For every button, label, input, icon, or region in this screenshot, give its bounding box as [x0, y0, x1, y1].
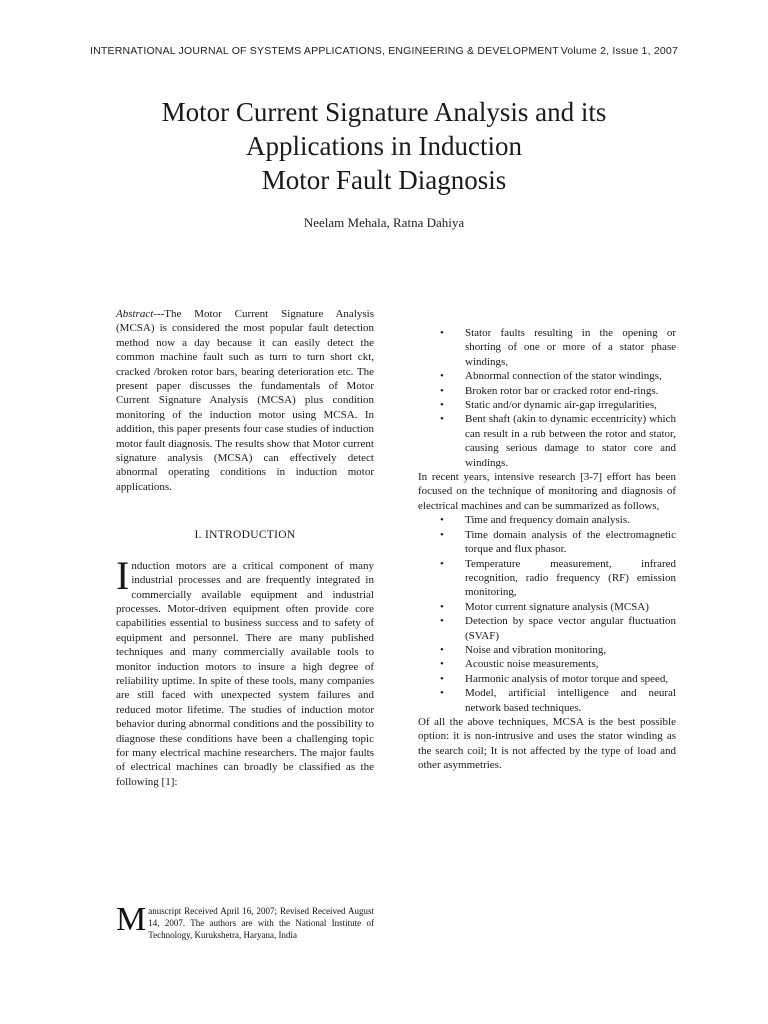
author-list: Neelam Mehala, Ratna Dahiya: [303, 215, 465, 230]
list-item: • Harmonic analysis of motor torque and speed,: [418, 672, 676, 686]
paper-title: [0, 95, 768, 197]
introduction-text: nduction motors are a critical component of many industrial processes and are frequently integrated in commercially available equipment and industrial processes. Motor-driven equipment often provide core capabilities essential to business success and to safety of equipment and personnel. There are many published techniques and many commercially available tools to monitor induction motors to insure a high degree of reliability uptime. In spite of these tools, many companies are still faced with unexpected system failures and reduced motor lifetime. The studies of induction motor behavior during abnormal conditions and the possibility to diagnose these conditions have been a challenging topic for many electrical machine researchers. The major faults of electrical machines can broadly be classified as the following [1]:: [116, 559, 374, 788]
list-item: • Temperature measurement, infrared recognition, radio frequency (RF) emission monitoring,: [418, 557, 676, 600]
abstract-text: ---The Motor Current Signature Analysis (MCSA) is considered the most popular fault detection method now a day because it can easily detect the common machine fault such as turn to turn short ckt, cracked /broken rotor bars, bearing deterioration etc. The present paper discusses the fundamentals of Motor Current Signature Analysis (MCSA) plus condition monitoring of the induction motor using MCSA. In addition, this paper presents four case studies of induction motor fault diagnosis. The results show that Motor current signature analysis (MCSA) can effectively detect abnormal operating conditions in induction motor applications.: [116, 308, 374, 493]
list-item: • Detection by space vector angular fluctuation (SVAF): [418, 614, 676, 643]
list-item: • Stator faults resulting in the opening or shorting of one or more of a stator phase windings,: [418, 326, 676, 369]
list-item: • Acoustic noise measurements,: [418, 657, 676, 671]
list-item: • Time and frequency domain analysis.: [418, 513, 676, 527]
list-item: • Model, artificial intelligence and neural network based techniques.: [418, 686, 676, 715]
footnote-text: anuscript Received April 16, 2007; Revised Received August 14, 2007. The authors are with the National Institute of Technology, Kurukshetra, Haryana, India: [148, 906, 374, 940]
conclusion-paragraph: Of all the above techniques, MCSA is the best possible option: it is non-intrusive and uses the stator winding as the search coil; It is not affected by the type of load and other asymmetries.: [418, 715, 676, 772]
list-item: • Motor current signature analysis (MCSA): [418, 600, 676, 614]
introduction-paragraph: [116, 552, 374, 790]
list-item: • Bent shaft (akin to dynamic eccentricity) which can result in a rub between the rotor and stator, causing serious damage to stator core and windings.: [418, 412, 676, 470]
journal-name: INTERNATIONAL JOURNAL OF SYSTEMS APPLICATIONS, ENGINEERING & DEVELOPMENT: [90, 45, 559, 57]
research-paragraph: In recent years, intensive research [3-7] effort has been focused on the technique of monitoring and diagnosis of electrical machines and can be summarized as follows,: [418, 471, 676, 512]
title-line-3: Motor Fault Diagnosis: [261, 165, 507, 195]
technique-list: [418, 513, 676, 715]
running-header: [90, 45, 678, 57]
dropcap-letter: I: [116, 552, 130, 598]
list-item: • Broken rotor bar or cracked rotor end-rings.: [418, 384, 676, 398]
right-column: [418, 326, 676, 773]
list-item: • Time domain analysis of the electromagnetic torque and flux phasor.: [418, 528, 676, 557]
abstract: [116, 307, 374, 494]
list-item: • Noise and vibration monitoring,: [418, 643, 676, 657]
volume-issue: Volume 2, Issue 1, 2007: [560, 45, 678, 57]
manuscript-footnote: [116, 901, 374, 941]
section-heading-introduction: I. INTRODUCTION: [194, 529, 296, 542]
abstract-label: Abstract: [116, 308, 154, 320]
title-line-2: Applications in Induction: [246, 131, 522, 161]
list-item: • Static and/or dynamic air-gap irregularities,: [418, 398, 676, 412]
footnote-dropcap: M: [116, 901, 147, 938]
left-column: [116, 307, 374, 789]
list-item: • Abnormal connection of the stator windings,: [418, 369, 676, 383]
title-line-1: Motor Current Signature Analysis and its: [161, 97, 607, 127]
fault-list: [418, 326, 676, 470]
